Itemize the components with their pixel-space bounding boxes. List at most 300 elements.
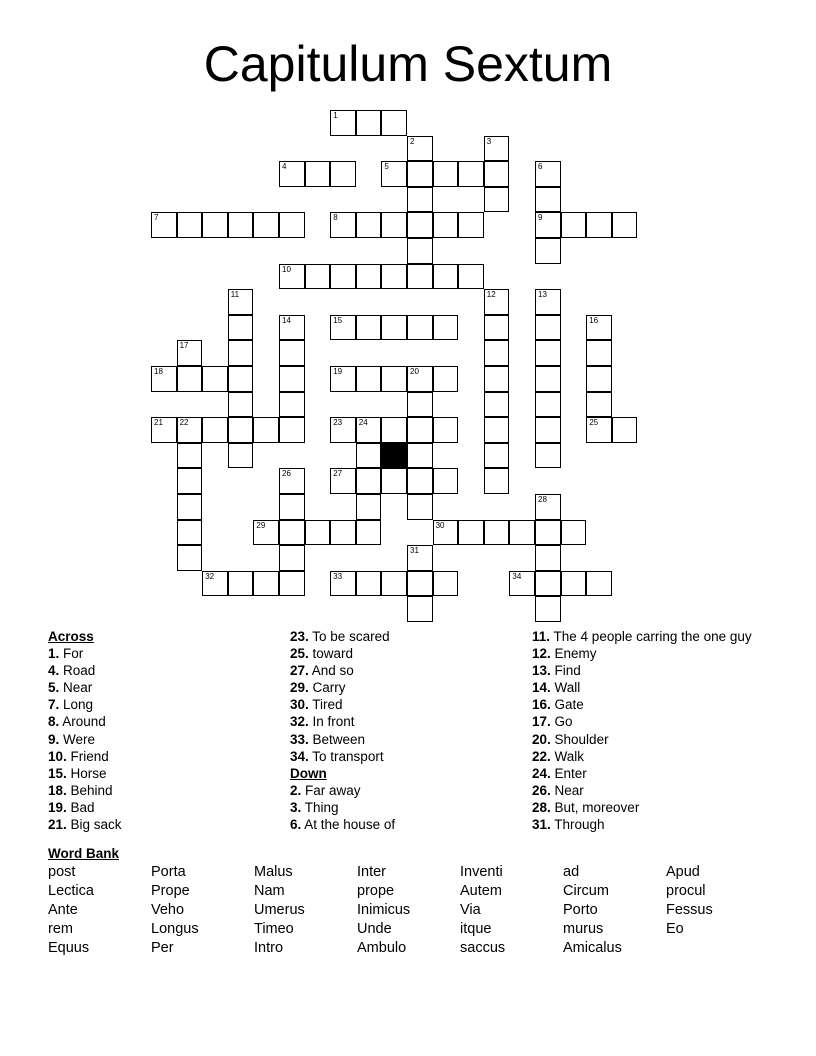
grid-cell[interactable] (279, 212, 305, 238)
clue-item-number: 33. (290, 731, 309, 747)
grid-cell[interactable] (407, 212, 433, 238)
grid-cell[interactable] (381, 315, 407, 341)
word-bank-word: procul (666, 883, 706, 899)
clue-item (532, 782, 792, 799)
clue-item-text: Were (59, 731, 96, 747)
grid-cell[interactable] (535, 596, 561, 622)
grid-cell[interactable] (484, 187, 510, 213)
grid-cell[interactable] (381, 264, 407, 290)
grid-cell[interactable] (407, 596, 433, 622)
grid-cell[interactable] (407, 315, 433, 341)
clue-item (532, 696, 792, 713)
clue-item-text: Thing (301, 799, 339, 815)
word-bank-word: Eo (666, 921, 684, 937)
grid-cell[interactable] (228, 571, 254, 597)
clue-item-text: For (59, 646, 84, 662)
clue-item-number: 17. (532, 714, 551, 730)
grid-cell[interactable] (202, 417, 228, 443)
clue-item (290, 748, 550, 765)
grid-cell[interactable] (356, 417, 382, 443)
grid-cell[interactable] (484, 520, 510, 546)
clue-item (290, 782, 550, 799)
clue-item (290, 799, 550, 816)
clue-column-2 (290, 628, 550, 833)
word-bank-word: Per (151, 940, 174, 956)
clue-item (290, 696, 550, 713)
word-bank-word: saccus (460, 940, 506, 956)
clue-item (532, 816, 792, 833)
grid-cell[interactable] (484, 136, 510, 162)
grid-cell[interactable] (202, 571, 228, 597)
grid-cell[interactable] (586, 392, 612, 418)
word-bank-word: prope (357, 883, 395, 899)
word-bank-word: Porta (151, 864, 186, 880)
clue-item-text: toward (308, 646, 354, 662)
grid-cell[interactable] (279, 545, 305, 571)
grid-cell[interactable] (228, 340, 254, 366)
grid-cell[interactable] (151, 366, 177, 392)
clue-item-number: 21. (48, 817, 67, 833)
grid-cell[interactable] (305, 264, 331, 290)
clue-item-number: 28. (532, 799, 551, 815)
clue-item (48, 713, 308, 730)
clue-item (48, 782, 308, 799)
grid-cell[interactable] (535, 545, 561, 571)
grid-cell[interactable] (535, 392, 561, 418)
clue-item (48, 799, 308, 816)
grid-cell[interactable] (509, 571, 535, 597)
clue-item-number: 4. (48, 663, 60, 679)
clue-item-text: But, moreover (550, 799, 640, 815)
clue-number: 9 (538, 213, 543, 223)
word-bank-word: Timeo (254, 921, 294, 937)
grid-cell[interactable] (381, 212, 407, 238)
grid-cell[interactable] (279, 315, 305, 341)
clue-number: 15 (333, 315, 343, 325)
grid-cell[interactable] (484, 366, 510, 392)
clue-item-number: 9. (48, 731, 60, 747)
grid-cell[interactable] (433, 417, 459, 443)
clue-item-text: To be scared (308, 629, 390, 644)
grid-cell[interactable] (433, 161, 459, 187)
grid-cell[interactable] (228, 366, 254, 392)
grid-cell[interactable] (228, 212, 254, 238)
grid-cell[interactable] (177, 545, 203, 571)
word-bank-word: murus (563, 921, 604, 937)
grid-cell[interactable] (356, 110, 382, 136)
grid-cell[interactable] (407, 238, 433, 264)
across-header: Across (48, 629, 94, 644)
grid-cell[interactable] (279, 494, 305, 520)
grid-cell[interactable] (279, 392, 305, 418)
clue-item-number: 12. (532, 646, 551, 662)
clue-number: 2 (410, 136, 415, 146)
grid-cell[interactable] (356, 443, 382, 469)
clue-item-number: 26. (532, 782, 551, 798)
word-bank-word: rem (48, 921, 73, 937)
puzzle-title: Capitulum Sextum (203, 36, 613, 92)
grid-cell[interactable] (253, 571, 279, 597)
grid-cell[interactable] (228, 289, 254, 315)
grid-cell[interactable] (433, 571, 459, 597)
word-bank-word: Intro (254, 940, 284, 956)
word-bank-word: Nam (254, 883, 285, 899)
clue-item-text: Friend (66, 748, 109, 764)
grid-cell[interactable] (484, 315, 510, 341)
grid-cell[interactable] (433, 468, 459, 494)
clue-item-text: At the house of (301, 817, 396, 833)
clue-item-number: 32. (290, 714, 309, 730)
grid-cell[interactable] (330, 468, 356, 494)
word-bank-word: Longus (151, 921, 199, 937)
clue-item-number: 14. (532, 680, 551, 696)
grid-cell[interactable] (356, 520, 382, 546)
clue-item (48, 679, 308, 696)
grid-cell[interactable] (535, 340, 561, 366)
grid-cell[interactable] (381, 417, 407, 443)
grid-cell[interactable] (330, 520, 356, 546)
clue-item-number: 11. (532, 629, 551, 644)
clue-number: 4 (282, 162, 287, 172)
grid-cell[interactable] (458, 161, 484, 187)
clue-item (532, 628, 792, 645)
clue-number: 29 (256, 520, 266, 530)
grid-cell[interactable] (484, 289, 510, 315)
grid-cell[interactable] (484, 443, 510, 469)
grid-cell[interactable] (279, 520, 305, 546)
clue-column-3 (532, 628, 792, 833)
clue-number: 8 (333, 213, 338, 223)
grid-cell[interactable] (330, 315, 356, 341)
grid-cell[interactable] (356, 264, 382, 290)
clue-number: 16 (589, 315, 599, 325)
clue-item-number: 6. (290, 817, 302, 833)
clue-item-number: 22. (532, 748, 551, 764)
grid-cell[interactable] (279, 417, 305, 443)
grid-cell[interactable] (535, 366, 561, 392)
clue-number: 17 (179, 341, 189, 351)
grid-cell[interactable] (586, 571, 612, 597)
grid-cell[interactable] (535, 494, 561, 520)
grid-cell[interactable] (202, 366, 228, 392)
clue-number: 6 (538, 162, 543, 172)
clue-item (290, 645, 550, 662)
word-bank-word: Autem (460, 883, 502, 899)
grid-cell[interactable] (381, 161, 407, 187)
grid-cell[interactable] (228, 392, 254, 418)
grid-cell[interactable] (177, 340, 203, 366)
grid-cell[interactable] (202, 212, 228, 238)
grid-cell[interactable] (407, 494, 433, 520)
clue-number: 24 (358, 418, 368, 428)
clue-item-text: Enter (550, 765, 587, 781)
grid-cell[interactable] (407, 161, 433, 187)
clue-item-text: Carry (308, 680, 346, 696)
grid-cell[interactable] (330, 110, 356, 136)
grid-cell[interactable] (484, 417, 510, 443)
grid-cell[interactable] (407, 187, 433, 213)
clue-item (532, 679, 792, 696)
grid-cell[interactable] (356, 366, 382, 392)
clue-item-number: 10. (48, 748, 67, 764)
clue-item (48, 696, 308, 713)
grid-cell[interactable] (407, 443, 433, 469)
grid-cell[interactable] (177, 366, 203, 392)
grid-cell[interactable] (330, 161, 356, 187)
grid-cell[interactable] (535, 212, 561, 238)
clue-item-text: Wall (550, 680, 581, 696)
grid-cell[interactable] (458, 212, 484, 238)
grid-cell[interactable] (535, 520, 561, 546)
clue-number: 23 (333, 418, 343, 428)
grid-cell[interactable] (561, 571, 587, 597)
clue-item (48, 816, 308, 833)
grid-cell[interactable] (177, 212, 203, 238)
clue-item-number: 19. (48, 799, 67, 815)
clue-item-number: 24. (532, 765, 551, 781)
clue-item (290, 731, 550, 748)
clue-item-number: 15. (48, 765, 67, 781)
grid-cell[interactable] (458, 520, 484, 546)
clue-item-number: 16. (532, 697, 551, 713)
clue-item (532, 799, 792, 816)
clue-number: 14 (282, 315, 291, 325)
grid-cell[interactable] (356, 468, 382, 494)
grid-cell[interactable] (535, 161, 561, 187)
grid-cell[interactable] (407, 571, 433, 597)
clue-item (48, 662, 308, 679)
grid-cell[interactable] (586, 315, 612, 341)
grid-cell[interactable] (407, 264, 433, 290)
word-bank-word: ad (563, 864, 580, 880)
word-bank-word: Veho (151, 902, 185, 918)
clue-number: 11 (230, 290, 240, 300)
grid-cell[interactable] (407, 392, 433, 418)
grid-cell[interactable] (509, 520, 535, 546)
clue-item (290, 628, 550, 645)
word-bank-word: Ante (48, 902, 78, 918)
clue-item-number: 23. (290, 629, 309, 644)
clue-item-number: 7. (48, 697, 60, 713)
clue-item-text: Near (550, 782, 584, 798)
grid-cell[interactable] (586, 340, 612, 366)
clue-item-number: 31. (532, 817, 551, 833)
clue-item-text: Big sack (66, 817, 122, 833)
grid-cell[interactable] (381, 571, 407, 597)
grid-cell[interactable] (177, 494, 203, 520)
word-bank-word: Prope (151, 883, 190, 899)
grid-cell[interactable] (586, 366, 612, 392)
clue-column-1 (48, 628, 308, 833)
grid-cell[interactable] (381, 468, 407, 494)
word-bank-word: Fessus (666, 902, 713, 918)
clue-number: 10 (282, 264, 291, 274)
grid-cell[interactable] (177, 468, 203, 494)
grid-cell[interactable] (177, 443, 203, 469)
clue-item (290, 662, 550, 679)
clue-item-text: Road (59, 663, 96, 679)
grid-cell[interactable] (535, 315, 561, 341)
grid-cell[interactable] (586, 212, 612, 238)
clue-number: 5 (384, 162, 389, 172)
down-header: Down (290, 765, 327, 781)
grid-cell[interactable] (381, 366, 407, 392)
grid-cell[interactable] (535, 571, 561, 597)
grid-cell[interactable] (228, 315, 254, 341)
word-bank-word: Malus (254, 864, 293, 880)
clue-item-number: 1. (48, 646, 60, 662)
clue-item-number: 30. (290, 697, 309, 713)
word-bank-word: Amicalus (563, 940, 622, 956)
grid-cell[interactable] (279, 366, 305, 392)
grid-cell[interactable] (407, 468, 433, 494)
grid-cell[interactable] (484, 161, 510, 187)
grid-cell[interactable] (151, 212, 177, 238)
clue-number: 31 (410, 546, 419, 556)
word-bank-word: Equus (48, 940, 90, 956)
clue-item-text: Walk (550, 748, 585, 764)
clue-item-number: 8. (48, 714, 60, 730)
grid-cell[interactable] (612, 417, 638, 443)
word-bank-word: Inimicus (357, 902, 411, 918)
clue-item-number: 25. (290, 646, 309, 662)
clue-number: 20 (410, 367, 419, 376)
clue-item-text: Enemy (550, 646, 597, 662)
clue-item (532, 662, 792, 679)
grid-cell[interactable] (612, 212, 638, 238)
grid-cell[interactable] (279, 340, 305, 366)
grid-cell[interactable] (330, 366, 356, 392)
grid-cell[interactable] (561, 520, 587, 546)
grid-cell[interactable] (330, 264, 356, 290)
word-bank-title: Word Bank (48, 846, 120, 861)
clue-number: 3 (486, 136, 492, 146)
word-bank-word: Lectica (48, 883, 94, 899)
grid-cell[interactable] (279, 571, 305, 597)
word-bank-word: Unde (357, 921, 392, 937)
grid-cell[interactable] (253, 417, 279, 443)
clue-item-text: Long (59, 697, 94, 713)
grid-cell[interactable] (535, 238, 561, 264)
grid-cell[interactable] (330, 571, 356, 597)
clue-number: 13 (538, 290, 547, 300)
grid-cell[interactable] (330, 212, 356, 238)
grid-cell[interactable] (407, 136, 433, 162)
grid-cell[interactable] (484, 468, 510, 494)
clue-item (48, 765, 308, 782)
clue-item-number: 34. (290, 748, 309, 764)
grid-cell[interactable] (356, 571, 382, 597)
clue-item-number: 13. (532, 663, 551, 679)
clue-item-text: Find (550, 663, 581, 679)
clue-item (532, 765, 792, 782)
clue-item (290, 816, 550, 833)
clue-number: 22 (179, 418, 189, 428)
clue-number: 18 (154, 367, 163, 376)
grid-cell[interactable] (279, 468, 305, 494)
grid-cell[interactable] (407, 545, 433, 571)
grid-cell[interactable] (433, 520, 459, 546)
clue-item-text: Between (308, 731, 366, 747)
clue-item-text: Go (550, 714, 573, 730)
clue-item (532, 731, 792, 748)
clue-number: 26 (282, 469, 291, 479)
clue-item-number: 20. (532, 731, 551, 747)
clue-number: 19 (333, 367, 343, 376)
clue-item-number: 27. (290, 663, 309, 679)
clue-number: 32 (205, 571, 215, 581)
grid-cell[interactable] (535, 417, 561, 443)
grid-cell[interactable] (305, 520, 331, 546)
clue-item-text: Horse (66, 765, 107, 781)
grid-cell[interactable] (484, 392, 510, 418)
grid-cell[interactable] (381, 110, 407, 136)
clue-number: 1 (333, 111, 338, 120)
grid-cell[interactable] (228, 417, 254, 443)
clue-item (290, 679, 550, 696)
grid-cell[interactable] (330, 417, 356, 443)
clue-item-number: 18. (48, 782, 67, 798)
black-cell (381, 443, 407, 469)
clue-item-text: In front (308, 714, 355, 730)
grid-cell[interactable] (356, 212, 382, 238)
clue-number: 28 (538, 495, 547, 504)
word-bank-word: Inter (357, 864, 387, 880)
grid-cell[interactable] (177, 520, 203, 546)
grid-cell[interactable] (433, 315, 459, 341)
clue-item-text: The 4 people carring the one guy (550, 629, 752, 644)
clue-number: 25 (589, 418, 599, 428)
word-bank-word: Circum (563, 883, 609, 899)
clue-item-number: 2. (290, 782, 302, 798)
grid-cell[interactable] (433, 212, 459, 238)
clue-number: 33 (333, 571, 343, 581)
word-bank-word: Inventi (460, 864, 503, 880)
clue-item-text: Tired (308, 697, 343, 713)
grid-cell[interactable] (253, 212, 279, 238)
grid-cell[interactable] (228, 443, 254, 469)
grid-cell[interactable] (177, 417, 203, 443)
grid-cell[interactable] (484, 340, 510, 366)
clue-item-text: And so (308, 663, 354, 679)
grid-cell[interactable] (535, 187, 561, 213)
clue-item-text: Gate (550, 697, 584, 713)
clue-item-text: To transport (308, 748, 384, 764)
grid-cell[interactable] (433, 366, 459, 392)
grid-cell[interactable] (356, 315, 382, 341)
grid-cell[interactable] (433, 264, 459, 290)
word-bank-word: Apud (666, 864, 700, 880)
grid-cell[interactable] (305, 161, 331, 187)
clue-item-number: 29. (290, 680, 309, 696)
grid-cell[interactable] (407, 417, 433, 443)
grid-cell[interactable] (356, 494, 382, 520)
grid-cell[interactable] (279, 161, 305, 187)
grid-cell[interactable] (253, 520, 279, 546)
clue-item (48, 645, 308, 662)
grid-cell[interactable] (535, 289, 561, 315)
grid-cell[interactable] (407, 366, 433, 392)
grid-cell[interactable] (151, 417, 177, 443)
clue-item (48, 731, 308, 748)
grid-cell[interactable] (458, 264, 484, 290)
grid-cell[interactable] (561, 212, 587, 238)
grid-cell[interactable] (586, 417, 612, 443)
clue-number: 7 (154, 213, 159, 223)
grid-cell[interactable] (279, 264, 305, 290)
grid-cell[interactable] (535, 443, 561, 469)
clue-number: 21 (154, 418, 163, 428)
